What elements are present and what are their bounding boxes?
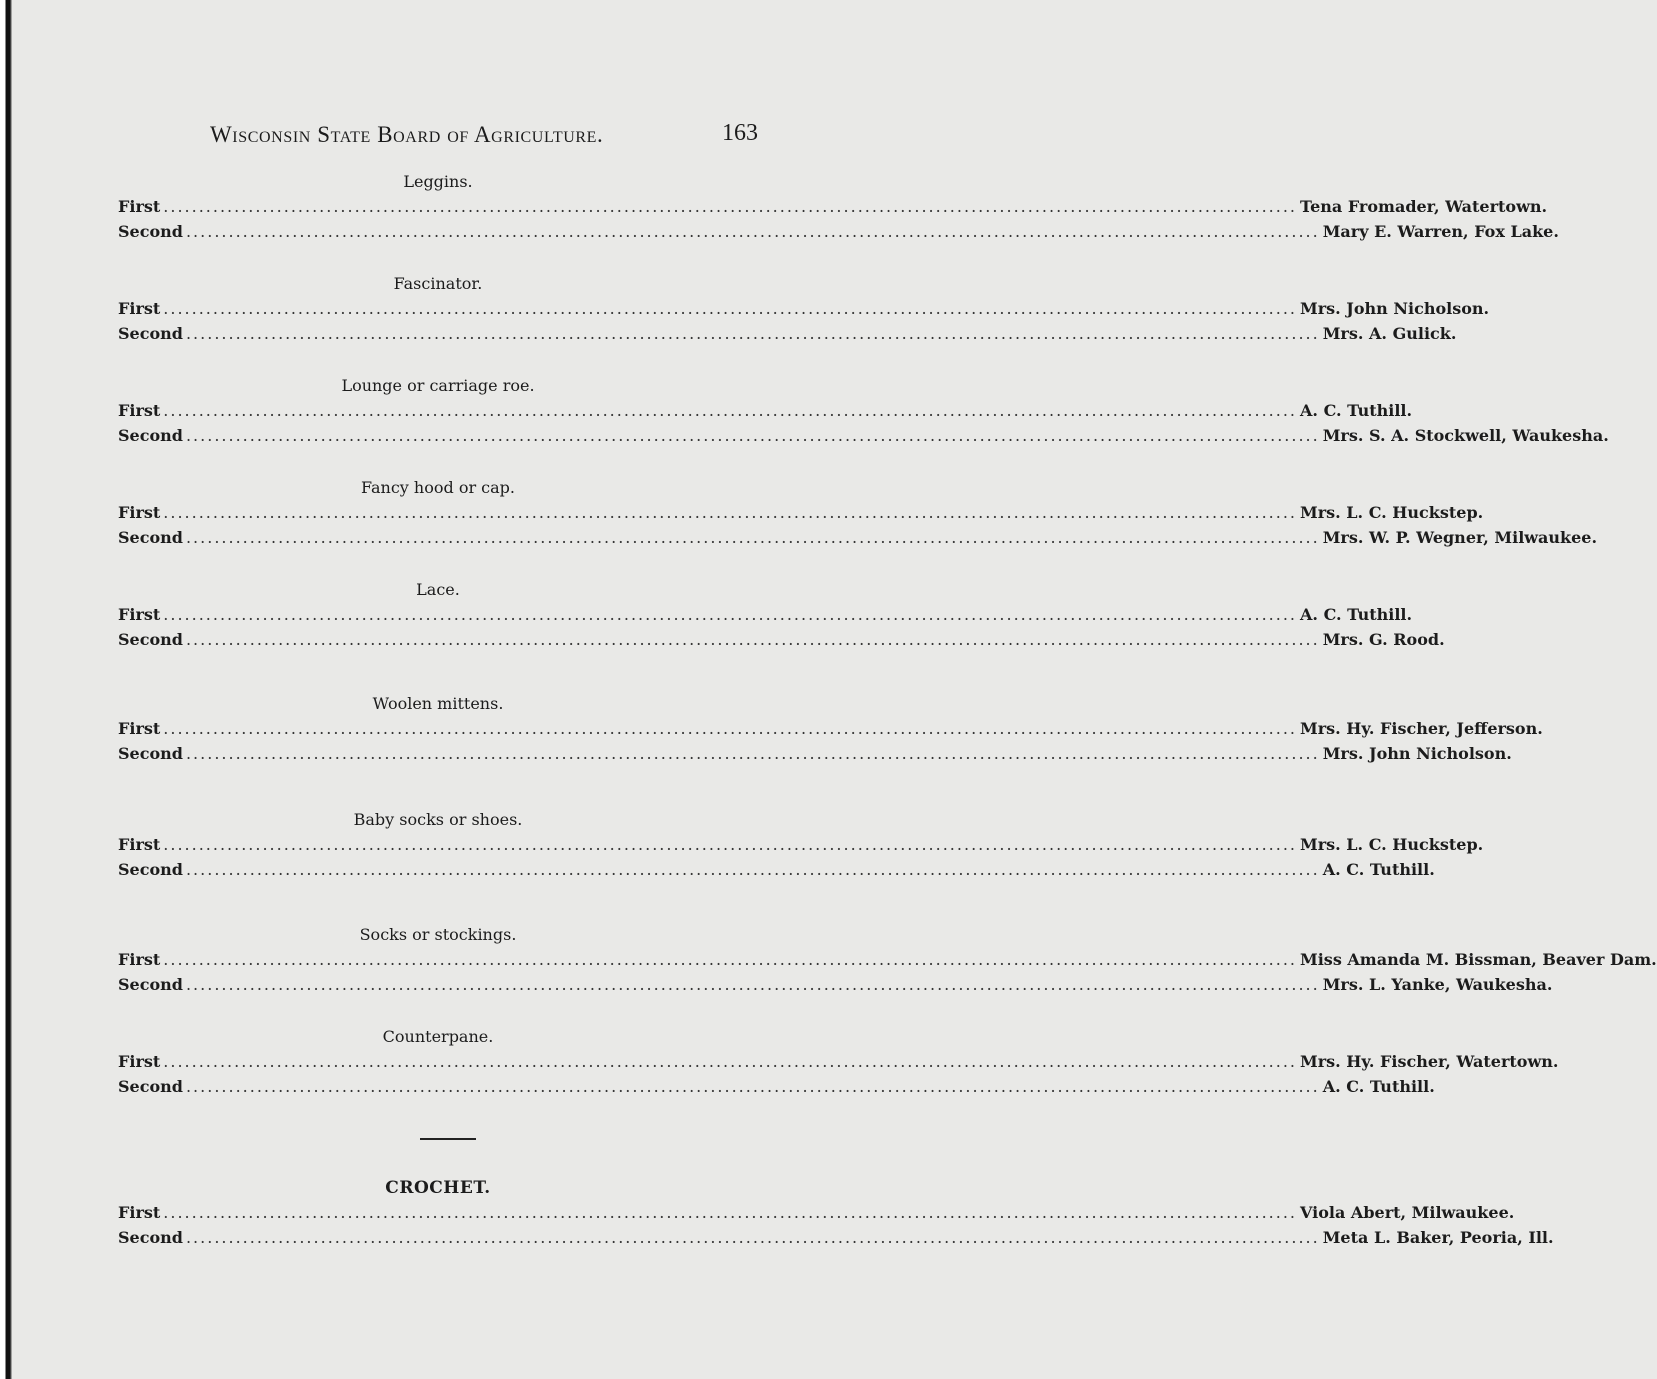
leader-dots: ................................................................................................................................................................ xyxy=(185,222,1320,241)
leader-dots: ................................................................................................................................................................ xyxy=(185,426,1320,445)
award-winner: Mrs. Hy. Fischer, Jefferson. xyxy=(1300,719,1543,738)
award-place: Second xyxy=(118,1228,183,1247)
award-row xyxy=(118,398,1413,423)
award-winner: Mrs. Hy. Fischer, Watertown. xyxy=(1300,1052,1559,1071)
leader-dots: ................................................................................................................................................................ xyxy=(163,719,1298,738)
award-winner: Mary E. Warren, Fox Lake. xyxy=(1322,222,1559,241)
page-binding-edge xyxy=(0,0,12,1379)
award-section xyxy=(118,374,1609,448)
award-winner: A. C. Tuthill. xyxy=(1322,860,1435,879)
award-row xyxy=(118,1225,1554,1250)
section-title: Lounge or carriage roe. xyxy=(341,376,535,395)
leader-dots: ................................................................................................................................................................ xyxy=(163,299,1298,318)
award-place: First xyxy=(118,503,161,522)
award-winner: Mrs. G. Rood. xyxy=(1322,630,1445,649)
award-section xyxy=(118,692,1543,766)
award-winner: A. C. Tuthill. xyxy=(1322,1077,1435,1096)
award-row xyxy=(118,423,1609,448)
award-place: First xyxy=(118,197,161,216)
leader-dots: ................................................................................................................................................................ xyxy=(163,197,1298,216)
award-winner: A. C. Tuthill. xyxy=(1300,605,1413,624)
award-row xyxy=(118,741,1512,766)
section-title: Lace. xyxy=(416,580,460,599)
award-row xyxy=(118,500,1484,525)
leader-dots: ................................................................................................................................................................ xyxy=(163,835,1298,854)
leader-dots: ................................................................................................................................................................ xyxy=(163,401,1298,420)
award-winner: Mrs. L. C. Huckstep. xyxy=(1300,503,1484,522)
leader-dots: ................................................................................................................................................................ xyxy=(185,630,1320,649)
award-row xyxy=(118,716,1543,741)
section-title: CROCHET. xyxy=(385,1178,491,1198)
award-row xyxy=(118,627,1445,652)
award-row xyxy=(118,947,1657,972)
award-place: First xyxy=(118,719,161,738)
award-winner: Mrs. S. A. Stockwell, Waukesha. xyxy=(1322,426,1609,445)
award-section xyxy=(118,1176,1554,1250)
leader-dots: ................................................................................................................................................................ xyxy=(163,1203,1298,1222)
award-winner: Mrs. W. P. Wegner, Milwaukee. xyxy=(1322,528,1598,547)
award-section xyxy=(118,578,1445,652)
award-row xyxy=(118,602,1413,627)
award-place: Second xyxy=(118,744,183,763)
running-header-title: Wisconsin State Board of Agriculture. xyxy=(210,122,604,147)
award-winner: Miss Amanda M. Bissman, Beaver Dam. xyxy=(1300,950,1657,969)
award-row xyxy=(118,525,1598,550)
section-divider-rule xyxy=(420,1138,476,1140)
award-section xyxy=(118,808,1484,882)
award-winner: Mrs. John Nicholson. xyxy=(1300,299,1490,318)
award-place: First xyxy=(118,1052,161,1071)
award-row xyxy=(118,832,1484,857)
leader-dots: ................................................................................................................................................................ xyxy=(185,860,1320,879)
award-place: First xyxy=(118,401,161,420)
award-place: Second xyxy=(118,222,183,241)
award-winner: Mrs. John Nicholson. xyxy=(1322,744,1512,763)
award-place: First xyxy=(118,950,161,969)
award-winner: Mrs. L. C. Huckstep. xyxy=(1300,835,1484,854)
award-row xyxy=(118,1049,1559,1074)
leader-dots: ................................................................................................................................................................ xyxy=(185,324,1320,343)
award-place: Second xyxy=(118,528,183,547)
award-winner: Tena Fromader, Watertown. xyxy=(1300,197,1548,216)
section-title: Leggins. xyxy=(403,172,473,191)
award-section xyxy=(118,1025,1559,1099)
leader-dots: ................................................................................................................................................................ xyxy=(185,1228,1320,1247)
award-winner: Viola Abert, Milwaukee. xyxy=(1300,1203,1515,1222)
award-place: Second xyxy=(118,630,183,649)
award-section xyxy=(118,476,1598,550)
award-place: Second xyxy=(118,426,183,445)
section-title: Fancy hood or cap. xyxy=(360,478,516,497)
section-title: Baby socks or shoes. xyxy=(353,810,523,829)
award-winner: Mrs. A. Gulick. xyxy=(1322,324,1457,343)
section-title: Woolen mittens. xyxy=(372,694,504,713)
award-row xyxy=(118,296,1490,321)
award-row xyxy=(118,219,1559,244)
document-page xyxy=(118,0,1657,1379)
section-title: Counterpane. xyxy=(382,1027,494,1046)
award-place: First xyxy=(118,605,161,624)
award-row xyxy=(118,1200,1515,1225)
award-place: Second xyxy=(118,324,183,343)
page-number: 163 xyxy=(722,120,758,146)
award-winner: Mrs. L. Yanke, Waukesha. xyxy=(1322,975,1553,994)
award-row xyxy=(118,321,1457,346)
award-row xyxy=(118,1074,1435,1099)
award-winner: A. C. Tuthill. xyxy=(1300,401,1413,420)
award-winner: Meta L. Baker, Peoria, Ill. xyxy=(1322,1228,1554,1247)
award-place: Second xyxy=(118,1077,183,1096)
award-place: First xyxy=(118,835,161,854)
award-place: First xyxy=(118,1203,161,1222)
leader-dots: ................................................................................................................................................................ xyxy=(163,503,1298,522)
award-place: Second xyxy=(118,860,183,879)
leader-dots: ................................................................................................................................................................ xyxy=(185,1077,1320,1096)
award-section xyxy=(118,923,1657,997)
award-row xyxy=(118,972,1553,997)
leader-dots: ................................................................................................................................................................ xyxy=(163,1052,1298,1071)
leader-dots: ................................................................................................................................................................ xyxy=(185,975,1320,994)
leader-dots: ................................................................................................................................................................ xyxy=(163,605,1298,624)
running-header xyxy=(118,120,758,154)
section-title: Socks or stockings. xyxy=(359,925,517,944)
award-row xyxy=(118,857,1435,882)
leader-dots: ................................................................................................................................................................ xyxy=(185,744,1320,763)
award-row xyxy=(118,194,1548,219)
award-place: Second xyxy=(118,975,183,994)
award-section xyxy=(118,272,1490,346)
award-place: First xyxy=(118,299,161,318)
award-section xyxy=(118,170,1559,244)
leader-dots: ................................................................................................................................................................ xyxy=(163,950,1298,969)
section-title: Fascinator. xyxy=(393,274,483,293)
leader-dots: ................................................................................................................................................................ xyxy=(185,528,1320,547)
